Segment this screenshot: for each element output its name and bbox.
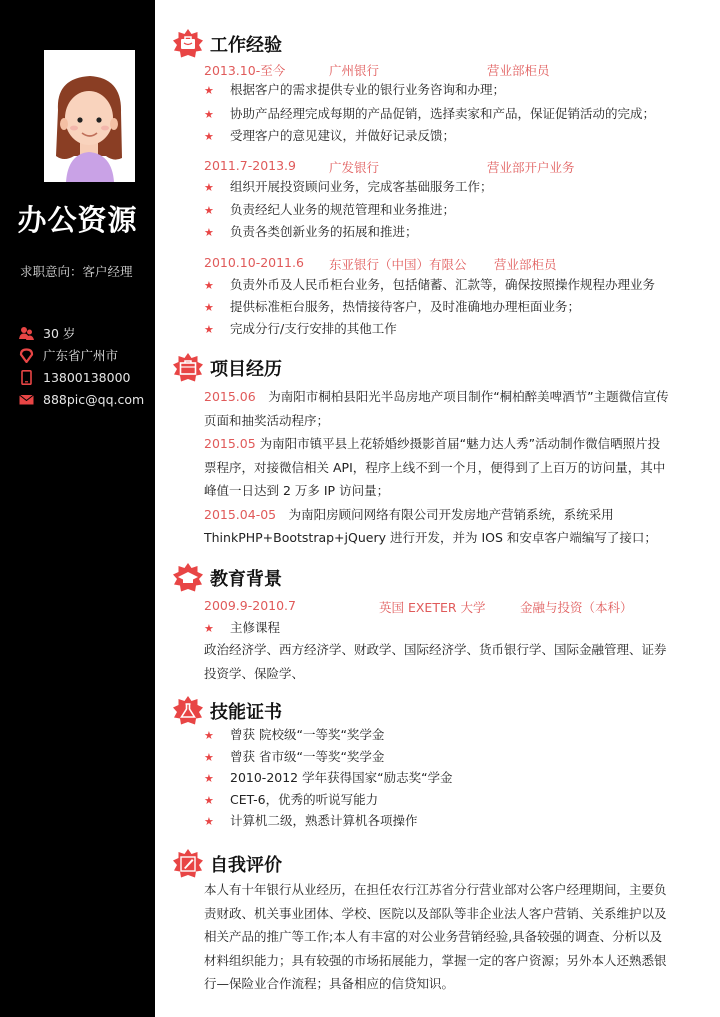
star-bullet-icon: ★ [204, 815, 214, 828]
list-item: ★ 负责外币及人民币柜台业务，包括储蓄、汇款等，确保按照操作规程办理业务 [204, 274, 655, 296]
user-icon [18, 325, 34, 341]
contact-location: 广东省广州市 [18, 344, 144, 366]
candidate-name: 办公资源 [17, 203, 138, 237]
star-bullet-icon: ★ [204, 279, 214, 292]
list-item: ★ 2010-2012 学年获得国家“励志奖“学金 [204, 767, 453, 789]
list-item: ★ 协助产品经理完成每期的产品促销，选择卖家和产品，保证促销活动的完成； [204, 103, 655, 125]
location-icon [18, 347, 34, 363]
graduation-badge-icon [172, 562, 204, 594]
list-item: ★ 计算机二级，熟悉计算机各项操作 [204, 810, 418, 832]
list-item: ★ 曾获 省市级“一等奖“奖学金 [204, 746, 384, 768]
contact-list [18, 322, 144, 410]
phone-icon [18, 369, 34, 385]
star-bullet-icon: ★ [204, 751, 214, 764]
star-bullet-icon: ★ [204, 130, 214, 143]
list-item: ★ 主修课程 [204, 617, 280, 639]
section-header-projects: 项目经历 [172, 352, 282, 384]
contact-age: 30 岁 [18, 322, 144, 344]
star-bullet-icon: ★ [204, 204, 214, 217]
briefcase-badge-icon [172, 28, 204, 60]
toolbox-badge-icon [172, 352, 204, 384]
section-header-education: 教育背景 [172, 562, 282, 594]
star-bullet-icon: ★ [204, 794, 214, 807]
star-bullet-icon: ★ [204, 301, 214, 314]
section-header-skills: 技能证书 [172, 695, 282, 727]
list-item: ★ 根据客户的需求提供专业的银行业务咨询和办理； [204, 79, 505, 101]
self-evaluation-text: 本人有十年银行从业经历，在担任农行江苏省分行营业部对公客户经理期间，主要负责财政、机关事业团体、学校、医院以及部队等非企业法人客户营销、关系维护以及相关产品的推广等工作;本人有丰富的对公业务营销经验,具备较强的调查、分析以及材料组织能力；具有较强的市场拓展能力，掌握一定的客户资源；另外本人还熟悉银行—保险业合作流程；具备相应的信贷知识。 [204, 882, 667, 991]
project-list [204, 385, 669, 550]
section-header-self-evaluation: 自我评价 [172, 848, 282, 880]
pencil-badge-icon [172, 848, 204, 880]
list-item: ★ 受理客户的意见建议，并做好记录反馈； [204, 125, 455, 147]
section-header-work: 工作经验 [172, 28, 282, 60]
star-bullet-icon: ★ [204, 323, 214, 336]
contact-phone: 13800138000 [18, 366, 144, 388]
list-item: ★ CET-6，优秀的听说写能力 [204, 789, 378, 811]
contact-email: 888pic@qq.com [18, 388, 144, 410]
job-intent: 求职意向：客户经理 [20, 264, 133, 279]
project-item: 2015.05 为南阳市镇平县上花轿婚纱摄影首届“魅力达人秀”活动制作微信晒照片投票程序，对接微信相关 API，程序上线不到一个月，便得到了上百万的访问量，其中峰值一日达到 2 万多 IP 访问量； [204, 436, 666, 498]
avatar-illustration-icon [44, 50, 135, 182]
star-bullet-icon: ★ [204, 108, 214, 121]
avatar-photo [44, 50, 135, 182]
star-bullet-icon: ★ [204, 772, 214, 785]
star-bullet-icon: ★ [204, 729, 214, 742]
list-item: ★ 提供标准柜台服务，热情接待客户，及时准确地办理柜面业务； [204, 296, 580, 318]
sidebar [0, 0, 155, 1017]
list-item: ★ 负责各类创新业务的拓展和推进； [204, 221, 418, 243]
list-item: ★ 完成分行/支行安排的其他工作 [204, 318, 397, 340]
project-item: 2015.06 为南阳市桐柏县阳光半岛房地产项目制作“桐柏醉美啤酒节”主题微信宣传页面和抽奖活动程序； [204, 389, 669, 428]
list-item: ★ 组织开展投资顾问业务，完成客基础服务工作； [204, 176, 493, 198]
star-bullet-icon: ★ [204, 84, 214, 97]
course-list: 政治经济学、西方经济学、财政学、国际经济学、货币银行学、国际金融管理、证券投资学、保险学、 [204, 642, 667, 681]
star-bullet-icon: ★ [204, 226, 214, 239]
star-bullet-icon: ★ [204, 622, 214, 635]
star-bullet-icon: ★ [204, 181, 214, 194]
project-item: 2015.04-05 为南阳房顾问网络有限公司开发房地产营销系统，系统采用 ThinkPHP+Bootstrap+jQuery 进行开发，并为 IOS 和安卓客户端编写了接口； [204, 506, 657, 545]
mail-icon [18, 391, 34, 407]
list-item: ★ 曾获 院校级“一等奖“奖学金 [204, 724, 384, 746]
list-item: ★ 负责经纪人业务的规范管理和业务推进； [204, 199, 455, 221]
flask-badge-icon [172, 695, 204, 727]
